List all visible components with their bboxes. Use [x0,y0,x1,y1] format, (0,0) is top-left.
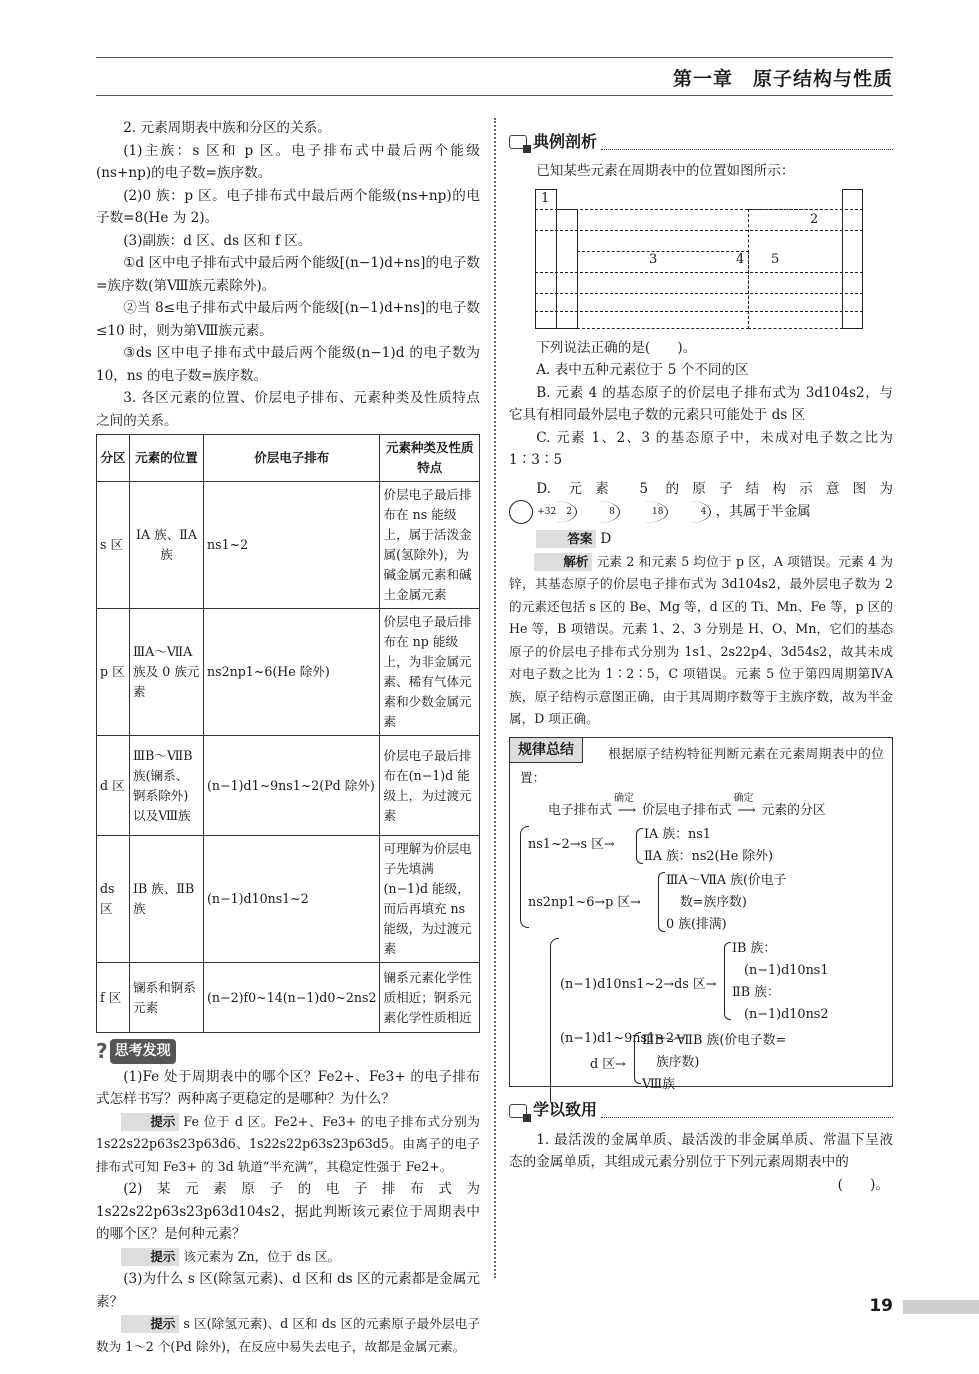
question-2: (2)某元素原子的电子排布式为 1s22s22p63s23p63d104s2，据此判断该元素位于周期表中的哪个区？是何种元素？ [96,1181,480,1242]
apply-question: 1. 最活泼的金属单质、最活泼的非金属单质、常温下呈液态的金属单质，其组成元素分别位于下列元素周期表中的 [509,1131,893,1170]
analysis-text: 元素 2 和元素 5 均位于 p 区，A 项错误。元素 4 为锌，其基态原子的价层电子排布式为 3d104s2，最外层电子数为 2 的元素还包括 s 区的 Be、Mg 等，d 区的 Ti、Mn、Fe 等，p 区的 He 等，B 项错误。元素 1、2、3 分别是 H、O、Mn，它们的基态原子的价层电子排布式分别为 1s1、2s22p4、3d54s2，故其未成对电子数之比为 1∶2∶5，C 项错误。元素 5 位于第四周期第ⅣA 族，原子结构示意图正确，由于其周期序数等于主族序数，故为半金属，D 项正确。 [509,553,893,726]
cell: ⅠA 族、ⅡA 族 [130,482,204,609]
atom-shell: 18 [620,501,669,524]
answer-3-text: s 区(除氢元素)、d 区和 ds 区的元素原子最外层电子数为 1～2 个(Pd 除外)，在反应中易失去电子，故都是金属元素。 [96,1316,480,1354]
flow-d1b: 族序数) [656,1054,700,1070]
rule-text: 根据原子结构特征判断元素在元素周期表中的位置： [520,745,884,785]
cell: (n−1)d1~9ns1~2(Pd 除外) [204,736,380,836]
pt-mark-1: 1 [541,190,550,206]
cell: (n−1)d10ns1~2 [204,836,380,963]
think-title: 思考发现 [110,1039,176,1064]
cell: 价层电子最后排布在(n−1)d 能级上，为过渡元素 [380,736,480,836]
cell: 价层电子最后排布在 np 能级上，为非金属元素、稀有气体元素和少数金属元素 [380,609,480,736]
flow-d2: Ⅷ族 [642,1076,675,1092]
table-row [97,736,480,836]
th-properties: 元素种类及性质特点 [380,435,480,482]
pt-row-line [535,230,863,231]
section-icon [509,135,527,149]
hint-label: 提示 [121,1248,179,1266]
option-d-text: D. 元素 5 的原子结构示意图为 [536,480,893,497]
answer-3 [96,1313,480,1358]
atom-shell: 8 [577,501,620,524]
atom-shell: 2 [533,501,577,524]
flow-p2: 0 族(排满) [666,916,727,932]
cell: d 区 [97,736,130,836]
cell: f 区 [97,963,130,1033]
flow-d-config: (n−1)d1~9ns1~2→ [560,1030,685,1046]
right-column [509,128,893,1196]
periodic-table-outline [535,189,863,329]
atom-shell: 4 [668,501,711,524]
cell: (n−2)f0~14(n−1)d0~2ns2 [204,963,380,1033]
page-number: 19 [869,1296,893,1316]
dotted-rule [601,135,893,150]
pt-mark-3: 3 [649,251,658,267]
cell: ⅠB 族、ⅡB 族 [130,836,204,963]
brace [724,942,731,1020]
table-row [97,482,480,609]
para-sub-group: (3)副族：d 区、ds 区和 f 区。 [123,232,312,249]
rule-summary-box [509,737,893,1092]
pt-transition-block [577,251,749,329]
cell: 镧系元素化学性质相近；锕系元素化学性质相近 [380,963,480,1033]
flow-config: 电子排布式 [548,802,612,818]
option-c: C. 元素 1、2、3 的基态原子中，未成对电子数之比为 1∶3∶5 [509,429,893,468]
pt-row-line [535,209,863,210]
chapter-title: 第一章 原子结构与性质 [672,68,893,90]
para-zero-group: (2)0 族：p 区。电子排布式中最后两个能级(ns+np)的电子数=8(He 为 2)。 [96,187,480,226]
answer-2 [96,1246,480,1269]
flow-p-config: ns2np1~6→p 区→ [528,894,641,910]
left-column [96,117,480,1358]
header-rule [96,57,893,58]
cell: 可理解为价层电子先填满(n−1)d 能级，而后再填充 ns 能级，为过渡元素 [380,836,480,963]
apply-blank: ( )。 [837,1176,889,1193]
apply-heading [509,1097,893,1125]
flow-zone: 元素的分区 [761,802,826,818]
question-1: (1)Fe 处于周期表中的哪个区？Fe2+、Fe3+ 的电子排布式怎样书写？两种离子更稳定的是哪种？为什么？ [96,1068,480,1107]
cell: ⅢB～ⅦB 族(镧系、锕系除外)以及Ⅷ族 [130,736,204,836]
question-stem: 下列说法正确的是( )。 [536,339,697,356]
cell: ns2np1~6(He 除外) [204,609,380,736]
apply-title: 学以致用 [533,1100,598,1120]
flow-s2: ⅡA 族：ns2(He 除外) [644,848,773,864]
th-position: 元素的位置 [130,435,204,482]
atom-nucleus: +32 [509,500,533,524]
arrow-label: 确定 [733,792,754,804]
flow-ds1: ⅠB 族： [732,940,777,956]
example-intro: 已知某些元素在周期表中的位置如图所示： [536,163,795,179]
answer-value: D [600,531,612,547]
answer-line [509,528,893,551]
flow-p1b: 数=族序数) [680,894,747,910]
answer-1 [96,1111,480,1179]
table-row [97,836,480,963]
pt-col-1 [535,189,557,329]
column-divider [494,118,496,1278]
arrow-label: 确定 [613,792,634,804]
pt-col-18 [842,189,863,329]
option-d [509,478,893,525]
pt-row-line [535,311,863,312]
flow-p1: ⅢA～ⅦA 族(价电子 [666,872,787,888]
answer-1-text: Fe 位于 d 区。Fe2+、Fe3+ 的电子排布式分别为 1s22s22p63s23p63d6、1s22s22p63s23p63d5。由离子的电子排布式可知 Fe3+ 的 3d 轨道“半充满”，其稳定性强于 Fe2+。 [96,1113,480,1174]
para-family-zone: 2. 元素周期表中族和分区的关系。 [123,120,331,136]
pt-mark-5: 5 [771,251,780,267]
think-heading [96,1039,480,1064]
option-d-tail: ，其属于半金属 [715,503,811,520]
example-heading [509,128,893,156]
flow-arrow: 确定 ⟶ [612,800,642,823]
cell: ns1~2 [204,482,380,609]
brace [658,872,665,932]
flow-ds1b: (n−1)d10ns1 [744,962,829,978]
cell: 镧系和锕系元素 [130,963,204,1033]
cell: ds 区 [97,836,130,963]
answer-2-text: 该元素为 Zn，位于 ds 区。 [183,1248,341,1264]
option-b: B. 元素 4 的基态原子的价层电子排布式为 3d104s2，与它具有相同最外层电子数的元素只可能处于 ds 区 [509,384,893,423]
rule-title: 规律总结 [509,737,583,764]
pt-row-line [535,293,863,294]
analysis [509,551,893,731]
pt-mark-2: 2 [810,211,819,227]
zone-table [96,434,480,1033]
flow-top [548,792,826,823]
dotted-rule [601,1103,893,1118]
flow-d1: ⅢB～ⅦB 族(价电子数= [642,1032,787,1048]
answer-label: 答案 [536,530,596,548]
brace [550,938,559,1108]
table-row [97,963,480,1033]
brace [636,828,643,864]
para-d-zone: ①d 区中电子排布式中最后两个能级[(n−1)d+ns]的电子数=族序数(第Ⅷ族元素除外)。 [96,255,480,294]
brace [634,1032,641,1084]
page-bar [903,1300,979,1314]
pt-row-line [535,272,863,273]
atom-diagram [509,500,711,524]
flow-valence: 价层电子排布式 [641,802,732,818]
th-config: 价层电子排布 [204,435,380,482]
example-title: 典例剖析 [533,131,598,151]
analysis-label: 解析 [534,553,592,571]
flow-d-area: d 区→ [590,1056,626,1072]
cell: 价层电子最后排布在 ns 能级上，属于活泼金属(氢除外)，为碱金属元素和碱土金属元素 [380,482,480,609]
zone-table-header [97,435,480,482]
para-zone-relation: 3. 各区元素的位置、价层电子排布、元素种类及性质特点之间的关系。 [96,390,480,429]
header-rule-bottom [96,95,893,96]
hint-label: 提示 [121,1113,179,1131]
hint-label: 提示 [121,1315,179,1333]
para-main-group: (1)主族：s 区和 p 区。电子排布式中最后两个能级(ns+np)的电子数=族序数。 [96,142,480,181]
pt-mark-4: 4 [736,251,745,267]
flow-ds2: ⅡB 族： [732,984,780,1000]
table-row [97,609,480,736]
para-ds-zone: ③ds 区中电子排布式中最后两个能级(n−1)d 的电子数为 10，ns 的电子数=族序数。 [96,345,480,384]
option-a: A. 表中五种元素位于 5 个不同的区 [536,362,749,378]
para-group-8: ②当 8≤电子排布式中最后两个能级[(n−1)d+ns]的电子数≤10 时，则为第Ⅷ族元素。 [96,300,480,339]
section-icon [509,1104,527,1118]
flow-s1: ⅠA 族：ns1 [644,826,711,842]
flow-ds-config: (n−1)d10ns1~2→ds 区→ [560,976,717,992]
th-zone: 分区 [97,435,130,482]
question-3: (3)为什么 s 区(除氢元素)、d 区和 ds 区的元素都是金属元素？ [96,1271,480,1310]
flow-ds2b: (n−1)d10ns2 [744,1006,829,1022]
cell: p 区 [97,609,130,736]
cell: s 区 [97,482,130,609]
cell: ⅢA～ⅦA 族及 0 族元素 [130,609,204,736]
flow-arrow: 确定 ⟶ [732,800,762,823]
question-mark-icon: ? [96,1039,108,1063]
flow-s-config: ns1~2→s 区→ [528,836,615,852]
